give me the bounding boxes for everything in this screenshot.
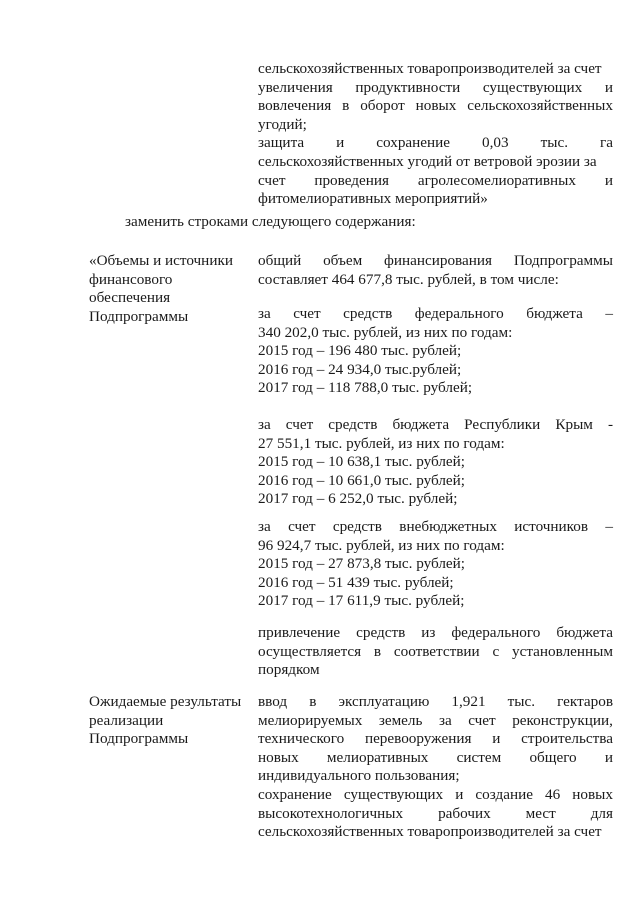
word: общий <box>258 252 302 269</box>
text-line <box>258 518 613 537</box>
word: ввод <box>258 693 288 710</box>
word: новых <box>572 785 613 803</box>
word: вовлечения <box>258 97 332 115</box>
text-line: 2016 год – 10 661,0 тыс. рублей; <box>258 471 466 489</box>
word: защита <box>258 134 305 152</box>
word: реконструкции, <box>512 711 613 729</box>
text-line: фитомелиоративных мероприятий» <box>258 190 488 208</box>
word: счет <box>468 711 496 729</box>
financing-federal <box>258 305 613 398</box>
label-line: Подпрограммы <box>89 730 189 748</box>
text-line <box>258 749 613 768</box>
text-line: 96 924,7 тыс. рублей, из них по годам: <box>258 536 505 554</box>
text-line: сельскохозяйственных угодий от ветровой эрозии за <box>258 152 597 170</box>
word: Республики <box>464 416 541 433</box>
text-line: 340 202,0 тыс. рублей, из них по годам: <box>258 323 513 341</box>
word: в <box>342 97 350 115</box>
text-line <box>258 693 613 712</box>
word: бюджета <box>526 305 583 322</box>
word: строительства <box>521 730 613 748</box>
word: Крым <box>555 416 593 433</box>
text-line: сельскохозяйственных товаропроизводителей за счет <box>258 823 602 841</box>
text-line: 2016 год – 51 439 тыс. рублей; <box>258 573 454 591</box>
text-line: 2015 год – 196 480 тыс. рублей; <box>258 342 462 360</box>
word: средств <box>356 624 406 641</box>
text-line: 2017 год – 6 252,0 тыс. рублей; <box>258 490 458 508</box>
word: агролесомелиоративных <box>417 171 576 189</box>
word: в <box>309 693 317 710</box>
word: осуществляется <box>258 642 362 660</box>
word: из <box>421 624 436 641</box>
text-line <box>258 416 613 435</box>
word: новых <box>415 97 457 115</box>
label-line: обеспечения <box>89 289 171 307</box>
word: и <box>492 730 501 748</box>
text-line <box>258 624 613 643</box>
word: систем <box>456 748 502 766</box>
text-line: составляет 464 677,8 тыс. рублей, в том числе: <box>258 270 559 288</box>
word: мелиорируемых <box>258 711 363 729</box>
word: земель <box>378 711 423 729</box>
financing-extra-budget <box>258 518 613 611</box>
text-line <box>258 805 613 824</box>
financing-crimea <box>258 416 613 509</box>
label-line: Подпрограммы <box>89 307 189 325</box>
word: проведения <box>314 171 389 189</box>
text-line <box>258 730 613 749</box>
word: средств <box>332 518 382 535</box>
text-line <box>258 97 613 116</box>
text-line: индивидуального пользования; <box>258 767 460 785</box>
results-text <box>258 693 613 842</box>
text-line <box>258 786 613 805</box>
text-line: порядком <box>258 661 320 679</box>
word: сельскохозяйственных <box>467 97 613 115</box>
word: финансирования <box>384 252 493 269</box>
word: счет <box>288 518 316 535</box>
word: средств <box>343 305 393 322</box>
text-line <box>258 134 613 153</box>
word: высокотехнологичных <box>258 804 404 822</box>
word: 1,921 <box>451 693 486 710</box>
text-line <box>258 79 613 98</box>
word: с <box>492 642 500 660</box>
replace-instruction <box>125 213 416 232</box>
word: и <box>455 785 464 803</box>
word: – <box>605 518 613 535</box>
text-line: заменить строками следующего содержания: <box>125 213 416 230</box>
word: 46 <box>545 785 561 803</box>
word: Подпрограммы <box>513 252 613 269</box>
word: источников <box>514 518 589 535</box>
word: и <box>604 171 613 189</box>
word: сохранение <box>258 785 332 803</box>
word: новых <box>258 748 299 766</box>
text-line <box>258 172 613 191</box>
word: эксплуатацию <box>338 693 430 710</box>
text-line: 2017 год – 118 788,0 тыс. рублей; <box>258 379 473 397</box>
word: оборот <box>360 97 405 115</box>
word: федерального <box>414 305 504 322</box>
text-line <box>258 643 613 662</box>
label-line: «Объемы и источники <box>89 252 233 269</box>
word: тыс. <box>540 134 568 152</box>
word: установленным <box>512 642 613 660</box>
word: общего <box>529 748 577 766</box>
word: существующих <box>482 78 583 96</box>
word: мелиоративных <box>326 748 429 766</box>
word: - <box>607 416 613 433</box>
word: увеличения <box>258 78 333 96</box>
text-line <box>258 712 613 731</box>
word: за <box>258 416 271 433</box>
word: га <box>600 134 613 152</box>
word: внебюджетных <box>399 518 497 535</box>
word: объем <box>323 252 363 269</box>
word: тыс. <box>507 693 536 710</box>
word: и <box>336 134 345 152</box>
top-text-block <box>258 60 613 209</box>
word: 0,03 <box>482 134 509 152</box>
text-line <box>258 305 613 324</box>
text-line: 2016 год – 24 934,0 тыс.рублей; <box>258 360 462 378</box>
word: технического <box>258 730 345 748</box>
label-line: реализации <box>89 711 164 729</box>
word: для <box>590 804 613 822</box>
word: соответствии <box>393 642 480 660</box>
word: сохранение <box>376 134 451 152</box>
word: за <box>258 305 271 322</box>
text-line: 2015 год – 10 638,1 тыс. рублей; <box>258 453 466 471</box>
word: привлечение <box>258 624 341 641</box>
word: и <box>604 748 613 766</box>
word: перевооружения <box>364 730 472 748</box>
word: бюджета <box>556 624 613 641</box>
text-line: 27 551,1 тыс. рублей, из них по годам: <box>258 434 505 452</box>
word: создание <box>475 785 533 803</box>
word: и <box>604 78 613 96</box>
word: в <box>373 642 382 660</box>
label-line: финансового <box>89 270 173 288</box>
word: бюджета <box>392 416 450 433</box>
text-line: 2017 год – 17 611,9 тыс. рублей; <box>258 592 465 610</box>
financing-attraction <box>258 624 613 680</box>
word: федерального <box>451 624 541 641</box>
word: счет <box>293 305 321 322</box>
financing-label <box>89 252 251 326</box>
text-line <box>258 252 613 271</box>
word: рабочих <box>438 804 491 822</box>
financing-total <box>258 252 613 289</box>
word: за <box>438 711 452 729</box>
word: продуктивности <box>355 78 461 96</box>
word: гектаров <box>557 693 613 710</box>
results-label <box>89 693 251 749</box>
word: существующих <box>343 785 444 803</box>
text-line: угодий; <box>258 115 307 133</box>
word: мест <box>525 804 556 822</box>
label-line: Ожидаемые результаты <box>89 693 242 710</box>
text-line: сельскохозяйственных товаропроизводителей за счет <box>258 60 602 77</box>
word: счет <box>285 416 314 433</box>
text-line: 2015 год – 27 873,8 тыс. рублей; <box>258 555 466 573</box>
word: за <box>258 518 271 535</box>
word: средств <box>328 416 378 433</box>
word: счет <box>258 171 286 189</box>
word: – <box>605 305 613 322</box>
